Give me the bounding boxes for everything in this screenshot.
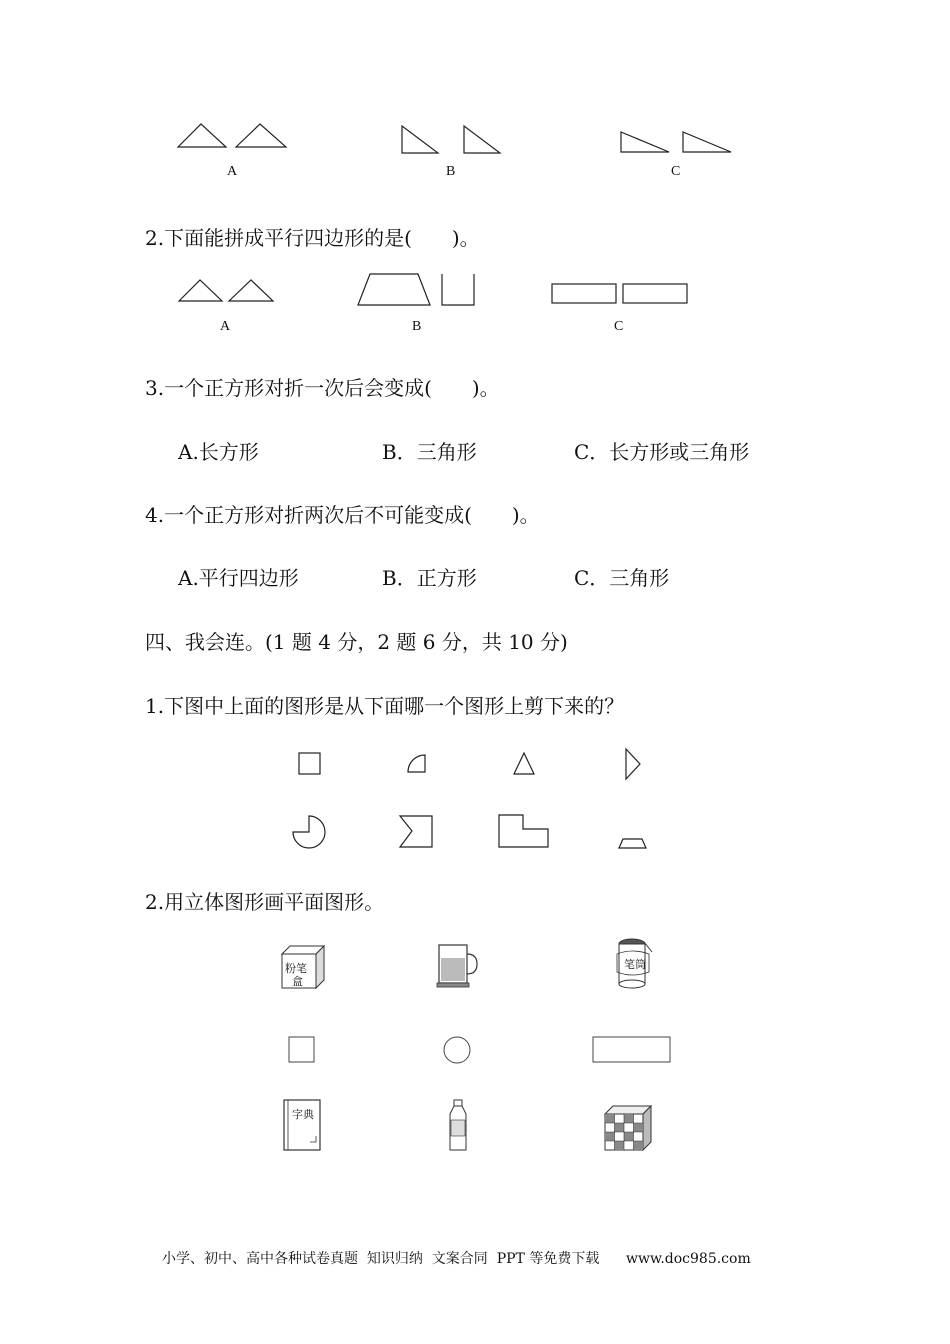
source-shape-three-quarter-circle [291,814,329,856]
cut-piece-square [298,752,322,780]
q3-option-a: A.长方形 [178,440,259,464]
chalk-box-label-1: 粉笔 [285,962,307,975]
glass-mug-icon [435,942,481,990]
plane-shape-square [288,1036,316,1068]
q1-option-c-figure [619,130,735,160]
source-shape-l-shape [497,813,551,854]
q2-option-a-label: A [220,319,231,334]
rubiks-cube-icon [603,1104,653,1152]
q1-option-b-label: B [446,164,456,179]
q3-option-b: B．三角形 [382,440,477,464]
rectangle-icon [592,1036,672,1064]
trapezoid-icon [617,837,649,851]
cut-piece-triangle [512,751,538,781]
section-4-question-2: 2.用立体图形画平面图形。 [145,890,385,914]
dictionary-label: 字典 [292,1108,314,1121]
q4-option-a: A.平行四边形 [178,566,299,590]
rubiks-cube-object [603,1104,653,1156]
square-icon [298,752,322,776]
plane-shape-rectangle [592,1036,672,1068]
square-icon [288,1036,316,1064]
q4-option-b: B．正方形 [382,566,477,590]
triangle-icon [512,751,538,777]
q3-question: 3.一个正方形对折一次后会变成( )。 [145,376,500,400]
two-isosceles-triangles-icon [177,278,277,304]
plane-shape-circle [443,1036,473,1070]
two-right-triangles-icon [400,124,504,156]
water-bottle-icon [446,1098,472,1154]
chalk-box-label-2: 盒 [292,975,303,988]
q4-option-c: C．三角形 [574,566,670,590]
water-bottle-object [446,1098,472,1158]
q2-option-b-figure [356,272,478,312]
two-isosceles-triangles-icon [176,122,290,150]
q2-option-c-label: C [614,319,624,334]
three-quarter-circle-icon [291,814,329,852]
q1-option-a-figure [176,122,290,154]
q2-option-a-figure [177,278,277,308]
q3-option-c: C．长方形或三角形 [574,440,750,464]
circle-icon [443,1036,473,1066]
q2-question: 2.下面能拼成平行四边形的是( )。 [145,226,480,250]
two-long-right-triangles-icon [619,130,735,156]
q1-option-c-label: C [671,164,681,179]
source-shape-trapezoid [617,836,649,855]
right-pointing-triangle-icon [624,747,644,781]
q2-option-c-figure [551,283,691,311]
l-shape-icon [497,813,551,850]
source-shape-notched-square [398,814,436,854]
dictionary-object [282,1098,324,1158]
section-4-heading: 四、我会连。(1 题 4 分，2 题 6 分，共 10 分) [145,630,568,654]
q4-question: 4.一个正方形对折两次后不可能变成( )。 [145,503,540,527]
chalk-box-object [280,944,328,994]
quarter-circle-icon [406,753,428,775]
trapezoid-and-open-square-icon [356,272,478,308]
notched-square-icon [398,814,436,850]
two-rectangles-icon [551,283,691,307]
cut-piece-right-pointing-triangle [624,747,644,785]
cut-piece-quarter-circle [406,753,428,779]
footer-text: 小学、初中、高中各种试卷真题 知识归纳 文案合同 PPT 等免费下载 www.doc985.com [162,1251,751,1267]
section-4-question-1: 1.下图中上面的图形是从下面哪一个图形上剪下来的？ [145,694,625,718]
q1-option-a-label: A [227,164,238,179]
q2-option-b-label: B [412,319,422,334]
pen-holder-label: 笔筒 [624,958,646,971]
mug-object [435,942,481,994]
pen-holder-object [612,936,658,996]
q1-option-b-figure [400,124,504,160]
